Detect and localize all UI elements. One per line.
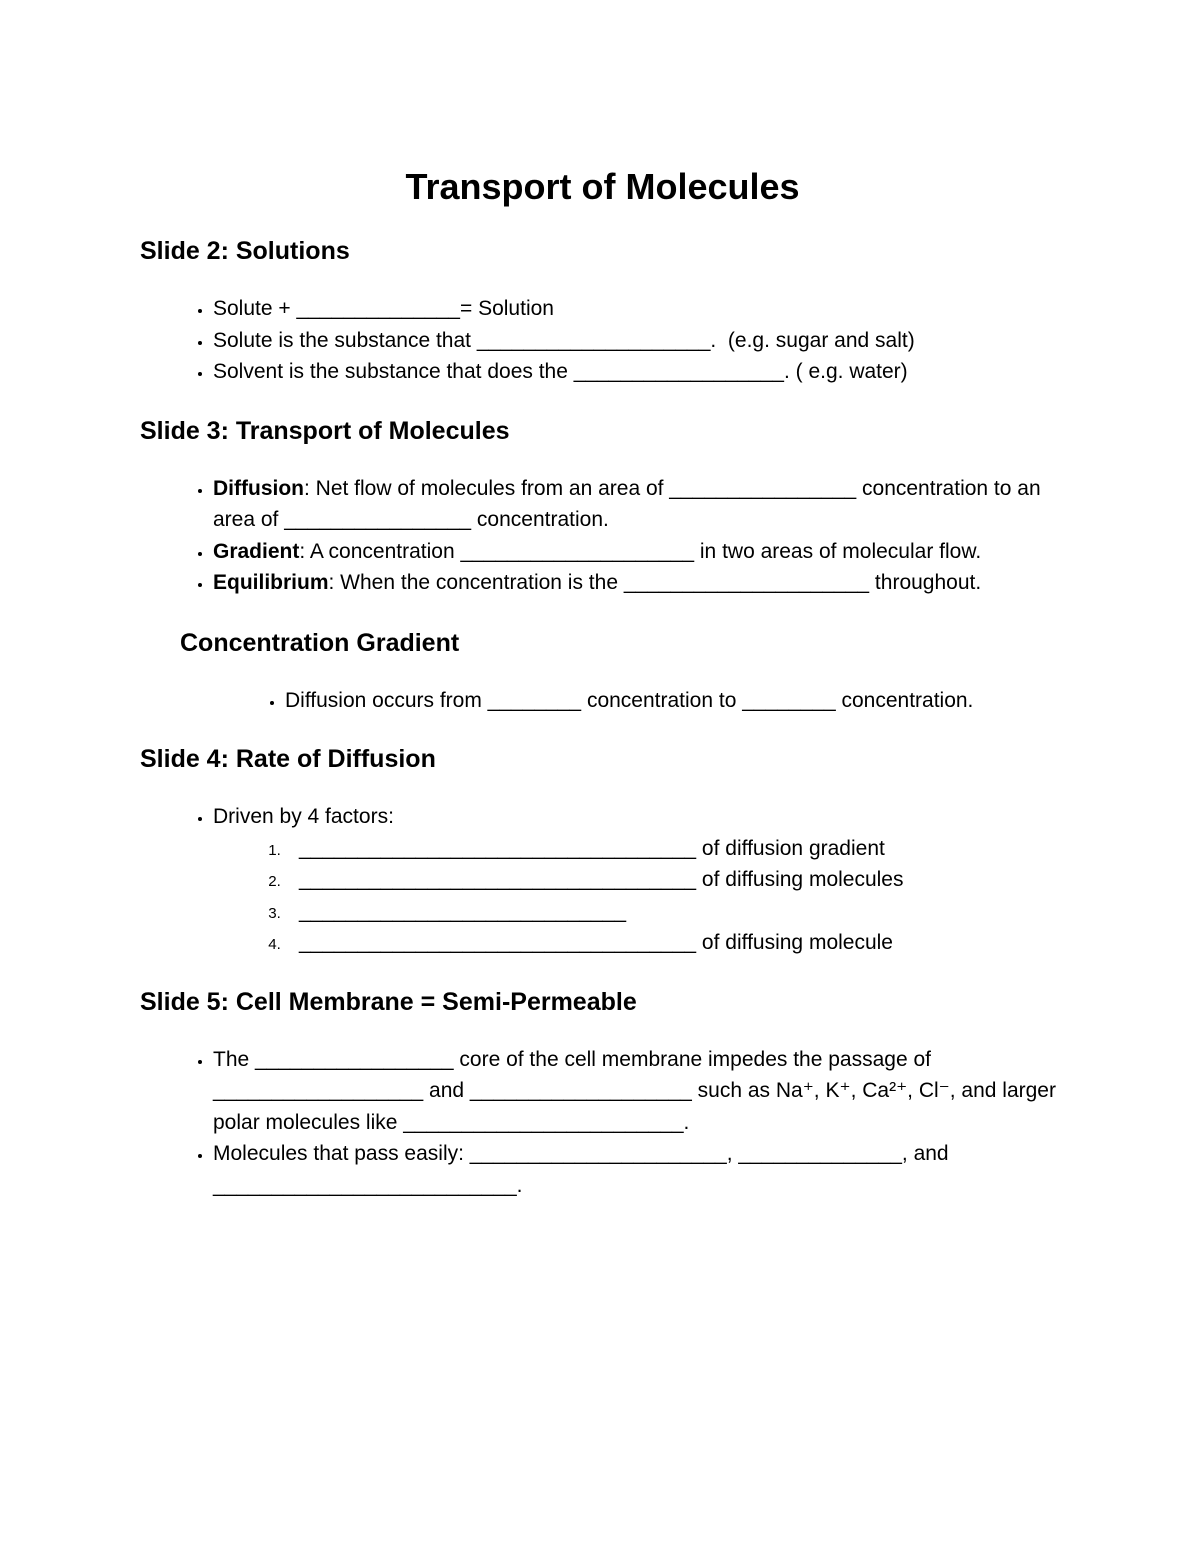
slide5-heading: Slide 5: Cell Membrane = Semi-Permeable bbox=[140, 987, 637, 1016]
slide5-bullet-list bbox=[140, 1044, 1065, 1202]
slide4-heading: Slide 4: Rate of Diffusion bbox=[140, 745, 436, 773]
term-diffusion: Diffusion bbox=[213, 476, 304, 500]
bullet-text: Molecules that pass easily: ______________________, ______________, and __________________________. bbox=[213, 1142, 955, 1197]
numbered-text: __________________________________ of diffusing molecules bbox=[299, 868, 904, 891]
bullet-text: Driven by 4 factors: bbox=[213, 805, 394, 828]
bullet-text: Solvent is the substance that does the __________________. ( e.g. water) bbox=[213, 360, 908, 383]
numbered-item bbox=[285, 896, 1065, 928]
slide3-bullet-list bbox=[140, 473, 1065, 599]
numbered-item bbox=[285, 927, 1065, 959]
bullet-item bbox=[213, 1138, 1065, 1201]
page-title: Transport of Molecules bbox=[405, 166, 800, 207]
bullet-text: The _________________ core of the cell membrane impedes the passage of __________________ and ___________________ such as Na⁺, K⁺, Ca²⁺, Cl⁻, and larger polar molecules like ________________________. bbox=[213, 1047, 1062, 1134]
bullet-text: : When the concentration is the _____________________ throughout. bbox=[328, 571, 982, 594]
numbered-item bbox=[285, 864, 1065, 896]
numbered-text: ____________________________ bbox=[299, 899, 627, 923]
slide3-heading: Slide 3: Transport of Molecules bbox=[140, 416, 510, 445]
bullet-item bbox=[213, 1044, 1065, 1139]
bullet-item bbox=[213, 473, 1065, 536]
bullet-item bbox=[213, 801, 1065, 959]
slide4-numbered-list bbox=[213, 833, 1065, 959]
concentration-gradient-bullet-list bbox=[140, 685, 1065, 717]
numbered-text: __________________________________ of diffusing molecule bbox=[299, 931, 893, 954]
bullet-item bbox=[213, 536, 1065, 568]
bullet-item bbox=[213, 356, 1065, 388]
numbered-item bbox=[285, 833, 1065, 865]
slide2-heading: Slide 2: Solutions bbox=[140, 237, 350, 265]
bullet-text: Solute is the substance that ____________________. (e.g. sugar and salt) bbox=[213, 328, 915, 352]
slide2-bullet-list bbox=[140, 293, 1065, 388]
bullet-item bbox=[213, 567, 1065, 599]
slide4-bullet-list bbox=[140, 801, 1065, 959]
concentration-gradient-heading: Concentration Gradient bbox=[180, 628, 460, 657]
bullet-text: : A concentration ____________________ in two areas of molecular flow. bbox=[299, 539, 982, 563]
bullet-item bbox=[213, 293, 1065, 325]
bullet-item bbox=[213, 325, 1065, 357]
term-gradient: Gradient bbox=[213, 539, 300, 563]
term-equilibrium: Equilibrium bbox=[213, 571, 329, 594]
bullet-text: Solute + ______________= Solution bbox=[213, 297, 554, 320]
bullet-text: Diffusion occurs from ________ concentration to ________ concentration. bbox=[285, 688, 974, 712]
bullet-item bbox=[285, 685, 1065, 717]
bullet-text: : Net flow of molecules from an area of ________________ concentration to an area of ________________ concentration. bbox=[213, 476, 1047, 531]
numbered-text: __________________________________ of diffusion gradient bbox=[299, 836, 885, 860]
